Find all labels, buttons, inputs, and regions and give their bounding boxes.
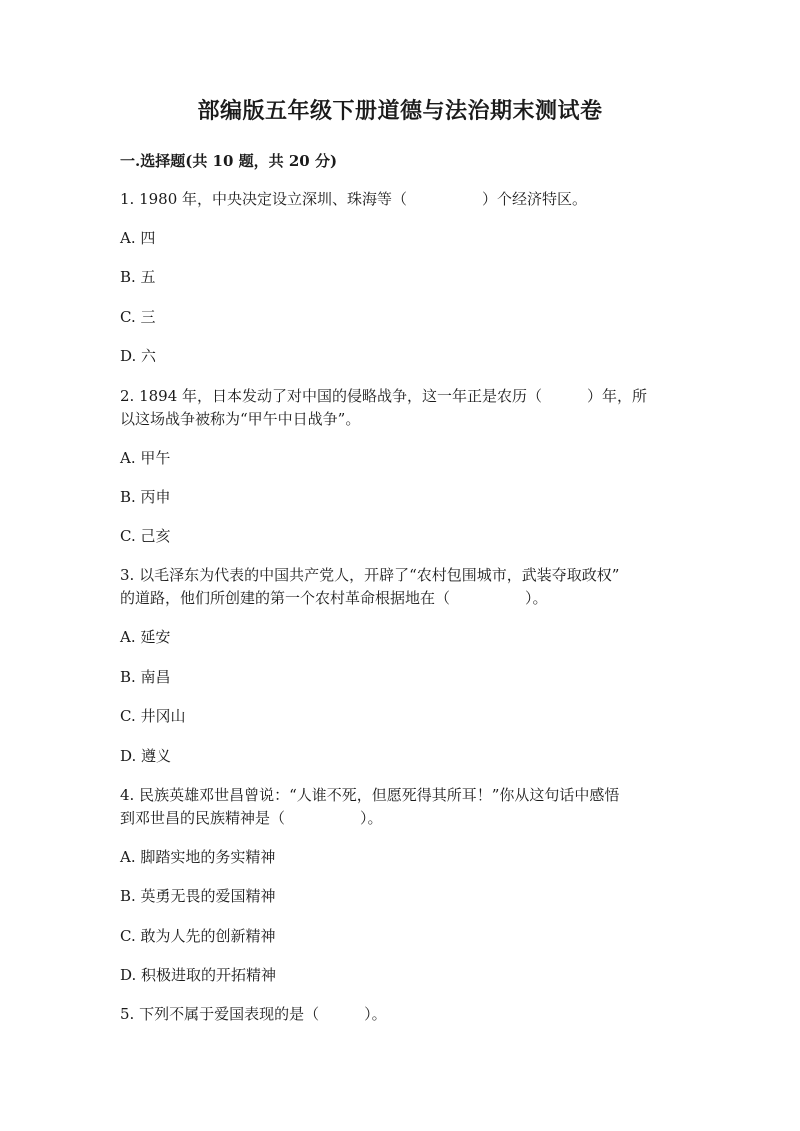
section-heading: 一.选择题(共 10 题，共 20 分)	[120, 152, 338, 170]
question-4-text-line-1: 4. 民族英雄邓世昌曾说：“人谁不死，但愿死得其所耳！”你从这句话中感悟	[120, 786, 620, 804]
question-1-option-c: C. 三	[120, 308, 156, 326]
question-3-option-a: A. 延安	[120, 628, 171, 646]
question-4-text-line-2: 到邓世昌的民族精神是（ ）。	[120, 809, 383, 827]
question-1-option-b: B. 五	[120, 268, 156, 286]
question-4-option-d: D. 积极进取的开拓精神	[120, 966, 277, 984]
question-4-option-c: C. 敢为人先的创新精神	[120, 927, 276, 945]
question-2-option-b: B. 丙申	[120, 488, 171, 506]
question-2-text-line-1: 2. 1894 年，日本发动了对中国的侵略战争，这一年正是农历（ ）年，所	[120, 387, 648, 405]
question-2-option-a: A. 甲午	[120, 449, 171, 467]
question-1-option-a: A. 四	[120, 229, 156, 247]
question-4-option-a: A. 脚踏实地的务实精神	[120, 848, 276, 866]
question-1-text: 1. 1980 年，中央决定设立深圳、珠海等（ ）个经济特区。	[120, 190, 588, 208]
question-3-option-c: C. 井冈山	[120, 707, 186, 725]
question-2-option-c: C. 己亥	[120, 527, 171, 545]
question-2-text-line-2: 以这场战争被称为“甲午中日战争”。	[120, 410, 361, 428]
question-3-option-d: D. 遵义	[120, 747, 172, 765]
question-1-option-d: D. 六	[120, 347, 157, 365]
question-3-text-line-2: 的道路，他们所创建的第一个农村革命根据地在（ ）。	[120, 589, 548, 607]
question-4-option-b: B. 英勇无畏的爱国精神	[120, 887, 276, 905]
page-title: 部编版五年级下册道德与法治期末测试卷	[197, 98, 603, 124]
question-3-option-b: B. 南昌	[120, 668, 171, 686]
question-5-text: 5. 下列不属于爱国表现的是（ ）。	[120, 1005, 387, 1023]
question-3-text-line-1: 3. 以毛泽东为代表的中国共产党人，开辟了“农村包围城市，武装夺取政权”	[120, 566, 620, 584]
